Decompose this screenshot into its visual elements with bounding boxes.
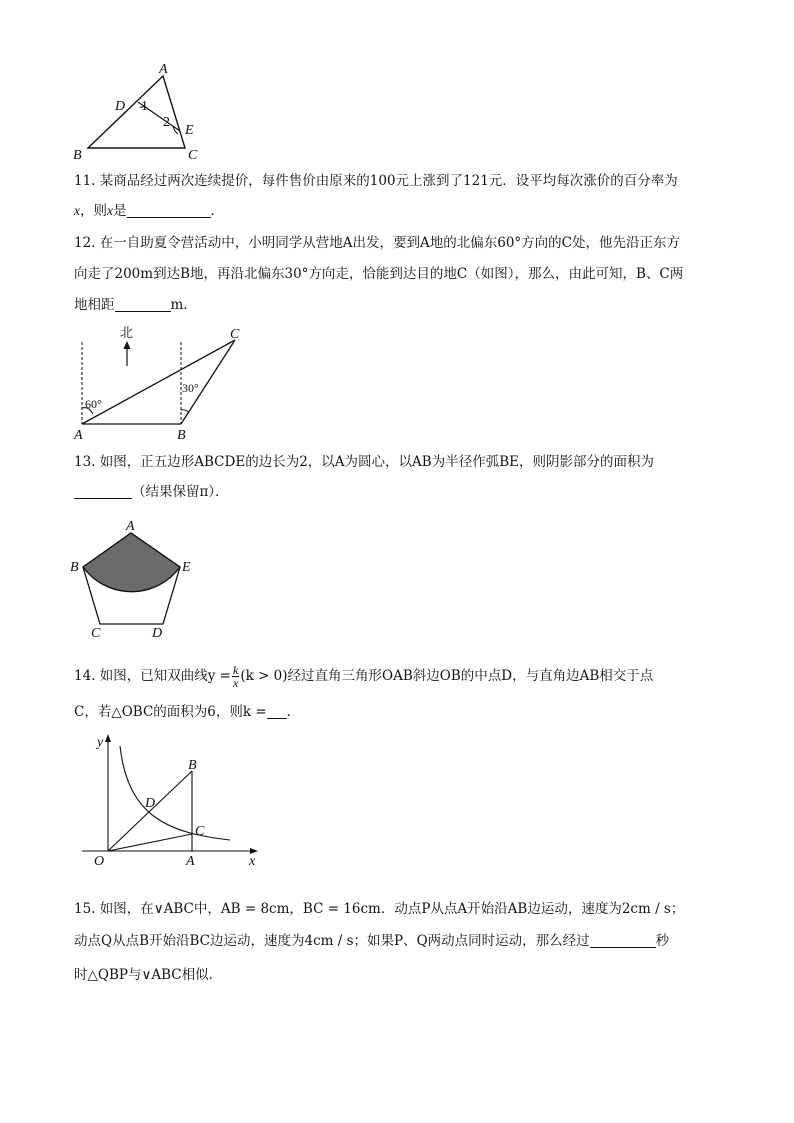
q15-text-b: 秒 — [655, 933, 670, 949]
north-label: 北 — [120, 325, 134, 340]
label-b: B — [70, 560, 79, 575]
label-b: B — [73, 148, 82, 163]
figure-pentagon — [65, 515, 205, 645]
q14-text-end: . — [286, 704, 291, 720]
q15-line3: 时△QBP与∨ABC相似． — [74, 967, 223, 983]
label-e: E — [185, 123, 194, 138]
label-d: D — [115, 99, 126, 114]
label-c: C — [230, 327, 240, 342]
segment-ob — [108, 771, 192, 851]
triangle-abc — [88, 76, 185, 148]
q11-var-x2: x — [107, 203, 113, 218]
figure-pentagon-svg — [65, 515, 205, 645]
q14-fraction-denominator: x — [233, 676, 239, 690]
label-y: y — [97, 735, 104, 750]
label-angle-1: 1 — [141, 99, 148, 114]
label-c: C — [188, 148, 198, 163]
q11-text-b: 是 — [113, 203, 127, 219]
q14-line2 — [74, 702, 291, 722]
figure-hyperbola-svg — [80, 728, 270, 873]
angle-60-label: 60° — [85, 397, 102, 411]
label-x: x — [249, 854, 256, 869]
q12-text-a: 地相距 — [74, 297, 115, 313]
q13-line2 — [74, 482, 229, 502]
figure-direction-svg — [65, 322, 255, 447]
q15-text-a: 动点Q从点B开始沿BC边运动，速度为4cm / s；如果P、Q两动点同时运动，那么经过 — [74, 933, 590, 949]
q12-line1: 12. 在一自助夏令营活动中，小明同学从营地A出发，要到A地的北偏东60°方向的C处，他先沿正东方 — [74, 235, 681, 251]
q15-line1: 15. 如图，在∨ABC中，AB = 8cm，BC = 16cm．动点P从点A开始沿AB边运动，速度为2cm / s； — [74, 901, 685, 917]
label-c: C — [195, 824, 205, 839]
q12-answer-blank[interactable] — [115, 297, 171, 312]
q14-fraction-numerator: k — [233, 663, 239, 677]
q11-line1: 11. 某商品经过两次连续提价，每件售价由原来的100元上涨到了121元．设平均每次涨价的百分率为 — [74, 173, 678, 189]
q12-line3 — [74, 295, 197, 315]
q15-answer-blank[interactable] — [590, 933, 656, 948]
label-b: B — [177, 428, 186, 443]
label-o: O — [94, 854, 105, 869]
label-b: B — [188, 758, 197, 773]
angle-30-label: 30° — [182, 381, 199, 395]
q14-text-b: (k > 0)经过直角三角形OAB斜边OB的中点D，与直角边AB相交于点 — [240, 668, 654, 684]
q11-answer-blank[interactable] — [127, 203, 211, 218]
y-axis-arrow-icon — [105, 734, 111, 742]
hyperbola-curve — [120, 746, 230, 840]
label-c: C — [91, 626, 101, 641]
shaded-sector — [83, 533, 180, 592]
label-angle-2: 2 — [163, 115, 170, 130]
label-d: D — [152, 626, 163, 641]
q12-text-end: m． — [170, 297, 197, 313]
label-a: A — [159, 62, 168, 77]
q11-var-x: x — [74, 203, 80, 218]
q14-text-c: C，若△OBC的面积为6，则k = — [74, 704, 267, 720]
q13-line1: 13. 如图，正五边形ABCDE的边长为2，以A为圆心，以AB为半径作弧BE，则阴影部分的面积为 — [74, 454, 654, 470]
label-a: A — [186, 854, 195, 869]
q14-text-a: 14. 如图，已知双曲线y = — [74, 668, 231, 684]
figure-triangle-ade — [60, 58, 220, 168]
north-arrow-icon — [124, 341, 131, 349]
label-a: A — [74, 428, 83, 443]
segment-ac — [82, 340, 235, 424]
q12-line2: 向走了200m到达B地，再沿北偏东30°方向走，恰能到达目的地C（如图），那么，由此可知，B、C两 — [74, 266, 684, 282]
q14-answer-blank[interactable] — [267, 704, 287, 719]
label-e: E — [182, 560, 191, 575]
q11-line2 — [74, 201, 224, 221]
figure-direction — [65, 322, 255, 447]
q13-answer-blank[interactable] — [74, 484, 132, 499]
q14-fraction — [232, 664, 239, 689]
label-a: A — [126, 519, 135, 534]
q15-line2 — [74, 931, 669, 951]
figure-triangle-ade-svg — [60, 58, 220, 168]
label-d: D — [145, 796, 156, 811]
q11-text-a: ，则 — [80, 203, 107, 219]
q11-text-end: ． — [210, 203, 224, 219]
q13-text-end: （结果保留π）． — [132, 484, 229, 500]
segment-oc — [108, 834, 192, 851]
q14-line1 — [74, 664, 653, 689]
figure-hyperbola — [80, 728, 270, 873]
